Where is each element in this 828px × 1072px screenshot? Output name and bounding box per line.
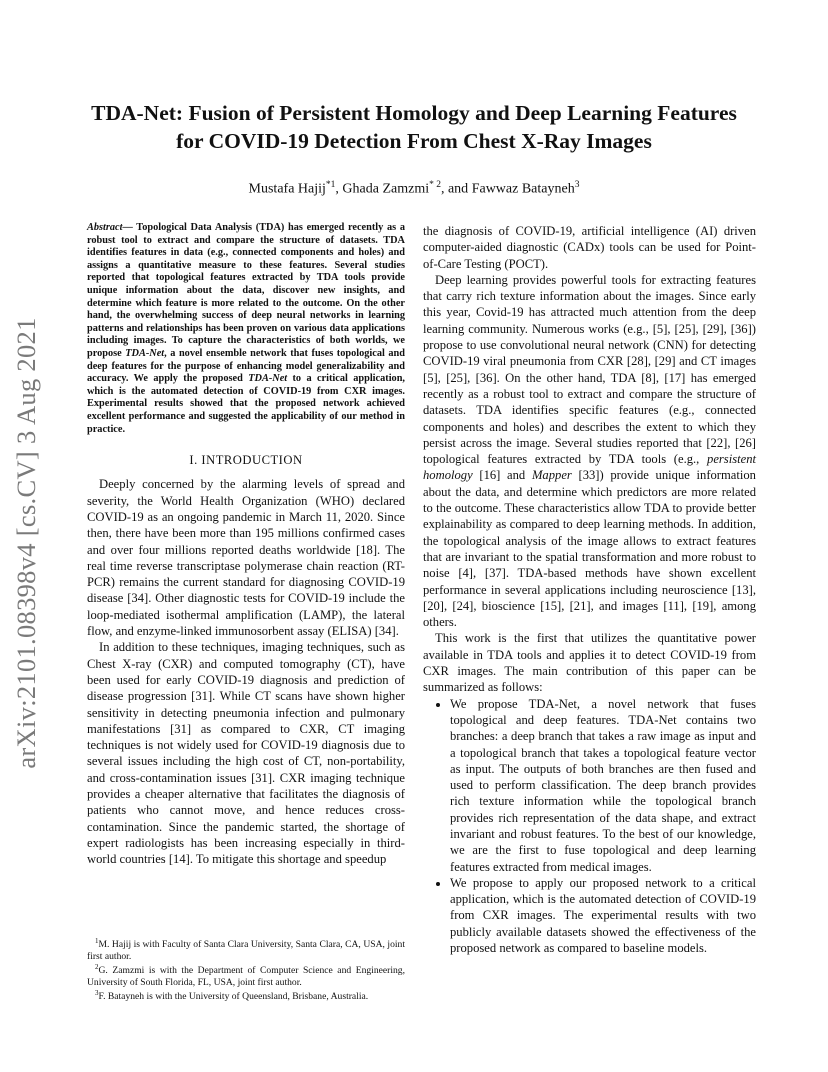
footnote-mark: 3 (95, 989, 99, 998)
abstract-dash: — (122, 222, 137, 233)
contribution-item: • We propose TDA-Net, a novel network that fuses topological and deep features. TDA-Net contains two branches: a deep branch that takes a raw image as input and a topological branch that takes a topological feature vector as input. The outputs of both branches are then fused and used to perform classification. The deep branch provides rich texture information while the topological branch provides rich representation of the data shape, and extract invariant and robust features. To the best of our knowledge, we are the first to fuse topological and deep learning features extracted from medical images. (450, 696, 756, 875)
abstract-text: Topological Data Analysis (TDA) has emerged recently as a robust tool to extract and compare the structure of datasets. TDA identifies features in data (e.g., connected components and holes) and assigns a quantitative measure to these features. Several studies reported that topological features extracted by TDA tools provide unique information about the data, discover new insights, and determine which feature is more related to the outcome. On the other hand, the overwhelming success of deep neural networks in learning patterns and relationships has been proven on various data applications including images. To capture the characteristics of both worlds, we propose (87, 222, 405, 359)
footnote-mark: 2 (95, 963, 99, 972)
contribution-item: • We propose to apply our proposed network to a critical application, which is the automated detection of COVID-19 from CXR images. The experimental results with two publicly available datasets showed the effectiveness of the proposed network as compared to baseline models. (450, 875, 756, 956)
section-heading-introduction: I. INTRODUCTION (189, 453, 303, 468)
body-paragraph: This work is the first that utilizes the quantitative power available in TDA tools and applies it to detect COVID-19 from CXR images. The main contribution of this paper can be summarized as follows: (423, 631, 756, 695)
footnote (87, 988, 405, 1003)
footnote-text: M. Hajij is with Faculty of Santa Clara University, Santa Clara, CA, USA, joint first author. (87, 939, 405, 962)
right-column (423, 223, 756, 956)
author-1: Mustafa Hajij (248, 181, 326, 197)
abstract-text: to a critical application, which is the automated detection of COVID-19 from CXR images. Experimental results showed that the proposed network achieved excellent performance and suggested the applicability of our method in practice. (87, 373, 406, 435)
author-3: Fawwaz Batayneh (471, 181, 575, 197)
abstract-emphasis: TDA-Net (248, 373, 288, 385)
title-line-1: TDA-Net: Fusion of Persistent Homology and Deep Learning Features (91, 101, 737, 125)
paper-title (60, 99, 768, 155)
abstract-emphasis: TDA-Net (125, 347, 165, 359)
author-2: Ghada Zamzmi (342, 181, 430, 197)
contribution-list (423, 696, 756, 957)
body-paragraph-continued: the diagnosis of COVID-19, artificial intelligence (AI) driven computer-aided diagnostic (CADx) tools can be used for Point-of-Care Testing (POCT). (423, 224, 756, 271)
author-separator: , (335, 181, 343, 197)
abstract (87, 222, 405, 436)
paragraph-emphasis: persistent homology (423, 452, 756, 483)
body-paragraph: In addition to these techniques, imaging techniques, such as Chest X-ray (CXR) and computed tomography (CT), have been used for early COVID-19 diagnosis and prediction of disease progression [31]. While CT scans have shown higher sensitivity in detecting pneumonia infection and pulmonary manifestations [31] as compared to CXR, CT imaging techniques is not widely used for COVID-19 diagnosis due to several issues including the high cost of CT, non-portability, and cross-contamination issues [31]. CXR imaging technique provides a cheaper alternative that facilitates the diagnosis of patients who cannot move, and hence reduces cross-contamination. Since the pandemic started, the shortage of expert radiologists has been increasing especially in third-world countries [14]. To mitigate this shortage and speedup (87, 640, 405, 867)
abstract-label: Abstract (87, 222, 123, 233)
author-separator: , and (440, 181, 472, 197)
paragraph-text: [16] and (472, 468, 532, 483)
paragraph-text: Deep learning provides powerful tools for extracting features that carry rich texture information about the images. Since early this year, Covid-19 has attracted much attention from the deep learning community. Numerous works (e.g., [5], [25], [29], [36]) propose to use convolutional neural network (CNN) for detecting COVID-19 viral pneumonia from CXR [28], [29] and CT images [5], [25], [36]. On the other hand, TDA [8], [17] has emerged recently as a robust tool to extract and compare the structure of datasets. TDA identifies specific features (e.g., connected components and holes) and describes the extent to which they persist across the image. Several studies reported that [22], [26] topological features extracted by TDA tools (e.g., (423, 272, 756, 467)
arxiv-identifier-stamp: arXiv:2101.08398v4 [cs.CV] 3 Aug 2021 (11, 317, 41, 769)
title-line-2: for COVID-19 Detection From Chest X-Ray Images (176, 129, 652, 153)
paragraph-text: [33]) provide unique information about the data, and determine which predictors are more related to the outcome. These characteristics allow TDA to provide better explainability as compared to deep learning methods. In addition, the topological analysis of the image allows to extract features that are invariant to the spatial transformation and more robust to noise [4], [37]. TDA-based methods have shown excellent performance in several applications including neuroscience [13], [20], [24], bioscience [15], [21], and images [11], [19], among others. (423, 468, 756, 630)
author-3-mark: 3 (574, 180, 580, 190)
footnote (87, 962, 405, 988)
abstract-text: , a novel ensemble network that fuses topological and deep features for the purpose of enhancing model generalizability and accuracy. We apply the proposed (87, 347, 405, 385)
footnote-text: F. Batayneh is with the University of Queensland, Brisbane, Australia. (98, 991, 369, 1003)
author-2-mark: * 2 (429, 180, 441, 190)
footnote-text: G. Zamzmi is with the Department of Computer Science and Engineering, University of South Florida, FL, USA, joint first author. (87, 965, 405, 988)
left-column (87, 222, 405, 868)
body-paragraph: Deeply concerned by the alarming levels of spread and severity, the World Health Organization (WHO) declared COVID-19 as an ongoing pandemic in March 11, 2020. Since then, there have been more than 195 millions confirmed cases and over four millions reported deaths worldwide [18]. The real time reverse transcriptase polymerase chain reaction (RT-PCR) remains the current standard for diagnosing COVID-19 disease [34]. Other diagnostic tests for COVID-19 include the loop-mediated isothermal amplification (LAMP), the lateral flow, and enzyme-linked immunosorbent assay (ELISA) [34]. (87, 477, 405, 639)
footnotes (87, 936, 405, 1003)
author-1-mark: *1 (325, 180, 336, 190)
paragraph-emphasis: Mapper (531, 468, 572, 483)
author-list (60, 176, 768, 199)
body-paragraph (423, 272, 756, 631)
footnote-mark: 1 (95, 937, 99, 945)
footnote (87, 936, 405, 962)
